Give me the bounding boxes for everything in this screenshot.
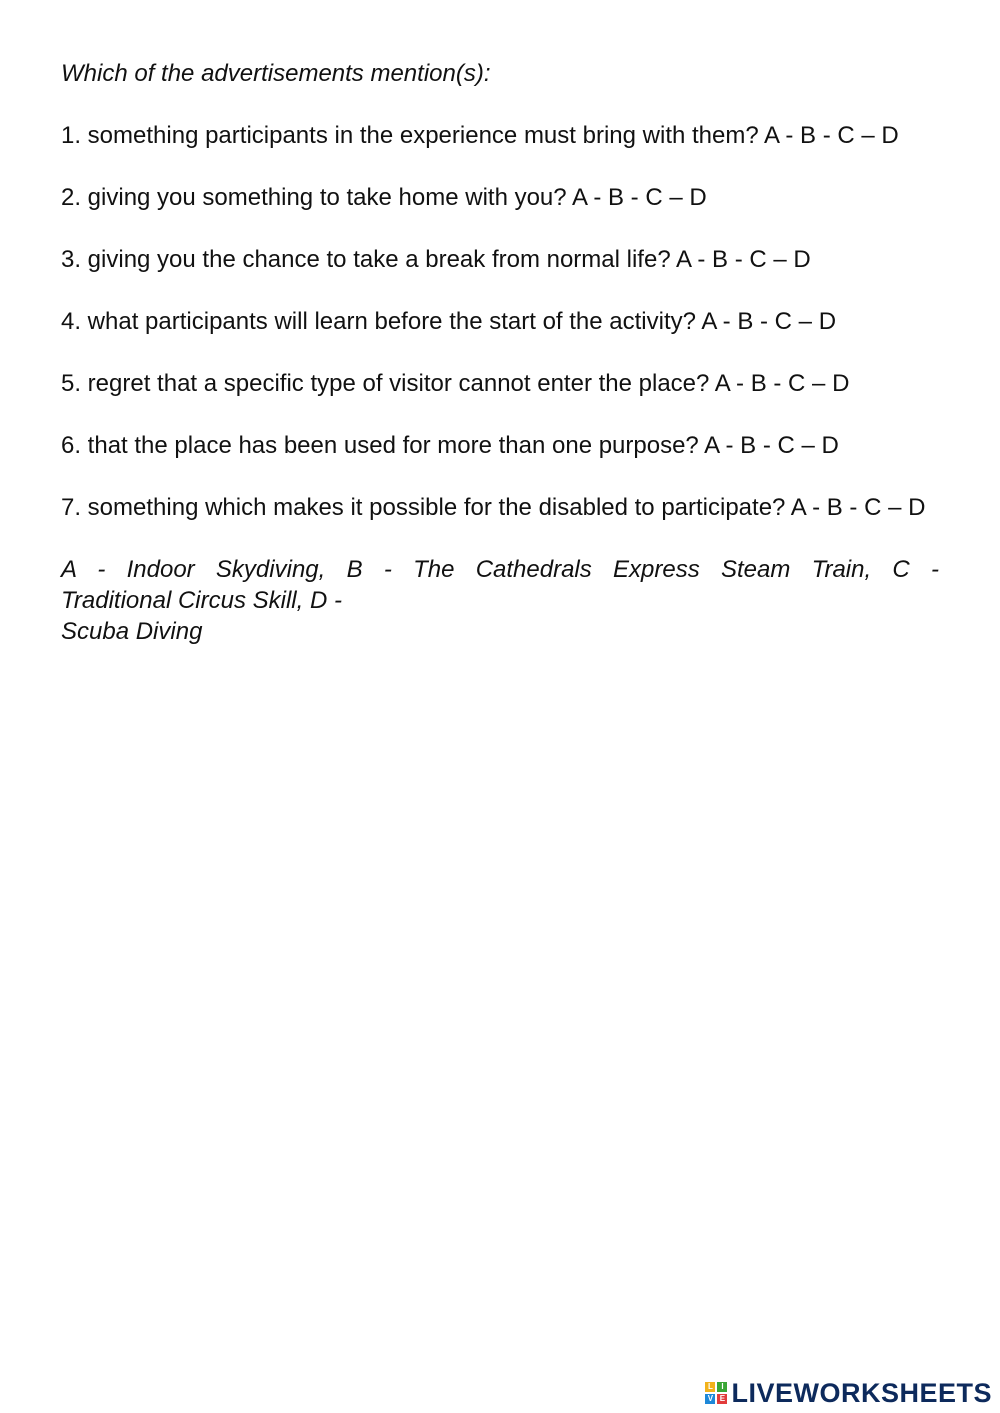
question-1: 1. something participants in the experience must bring with them? A - B - C – D: [61, 122, 899, 149]
legend-line-3: Scuba Diving: [61, 618, 203, 645]
logo-mark-letter: V: [705, 1394, 715, 1404]
legend-line-2: Traditional Circus Skill, D -: [61, 587, 342, 614]
question-3: 3. giving you the chance to take a break from normal life? A - B - C – D: [61, 246, 811, 273]
logo-mark-letter: I: [717, 1382, 727, 1392]
question-2: 2. giving you something to take home with you? A - B - C – D: [61, 184, 707, 211]
answer-key-legend: [61, 554, 939, 647]
instructions-heading: Which of the advertisements mention(s):: [61, 60, 491, 87]
worksheet: [61, 58, 939, 647]
logo-wordmark: LIVEWORKSHEETS: [731, 1377, 992, 1408]
question-5: 5. regret that a specific type of visitor cannot enter the place? A - B - C – D: [61, 370, 850, 397]
liveworksheets-logo: [705, 1378, 992, 1408]
logo-mark-letter: L: [705, 1382, 715, 1392]
question-7: 7. something which makes it possible for the disabled to participate? A - B - C – D: [61, 494, 926, 521]
logo-mark-icon: [705, 1382, 727, 1404]
legend-line-1: A - Indoor Skydiving, B - The Cathedrals Express Steam Train, C -: [61, 556, 939, 583]
question-4: 4. what participants will learn before the start of the activity? A - B - C – D: [61, 308, 837, 335]
logo-mark-letter: E: [717, 1394, 727, 1404]
question-6: 6. that the place has been used for more than one purpose? A - B - C – D: [61, 432, 839, 459]
